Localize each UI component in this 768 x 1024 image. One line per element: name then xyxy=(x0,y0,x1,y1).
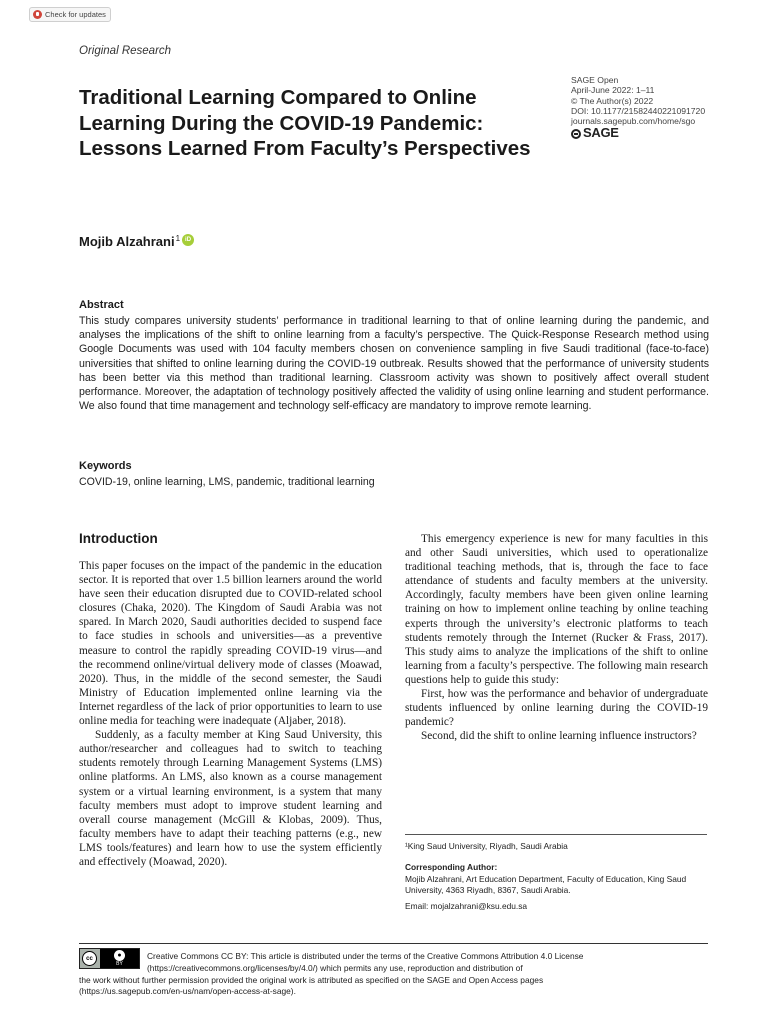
journal-name: SAGE Open xyxy=(571,75,619,85)
abstract-heading: Abstract xyxy=(79,299,124,311)
corresponding-author-email[interactable]: Email: mojalzahrani@ksu.edu.sa xyxy=(405,901,528,911)
license-line-1: Creative Commons CC BY: This article is distributed under the terms of the Creative Commons Attribution 4.0 License xyxy=(147,951,584,961)
journal-info xyxy=(571,75,705,139)
author xyxy=(79,234,194,249)
body-paragraph: This emergency experience is new for many faculties in this and other Saudi universities, which used to operationalize traditional teaching methods, that is, through the face to face attendance of students and faculty members at the university. Accordingly, faculty members have been given online learning training on how to implement online teaching by online teaching experts through the university’s electronic platforms to teach students remotely through the Internet (Rucker & Frass, 2017). This study aims to analyze the implications of the shift to online learning from a faculty’s perspective. The following main research questions help to guide this study: xyxy=(405,533,708,686)
license-text xyxy=(79,951,708,998)
keywords-heading: Keywords xyxy=(79,460,132,472)
sage-logo-icon xyxy=(571,129,581,139)
license-line-2[interactable]: (https://creativecommons.org/licenses/by/4.0/) which permits any use, reproduction and distribution of xyxy=(147,962,523,973)
check-updates-icon xyxy=(33,10,42,19)
journal-copyright: © The Author(s) 2022 xyxy=(571,95,654,106)
body-column-right xyxy=(405,532,708,743)
corresponding-author-text: Mojib Alzahrani, Art Education Department, Faculty of Education, King Saud University, 4363 Riyadh, 8367, Saudi Arabia. xyxy=(405,874,687,895)
corresponding-author-heading: Corresponding Author: xyxy=(405,862,498,872)
journal-doi[interactable]: DOI: 10.1177/21582440221091720 xyxy=(571,105,706,116)
license-line-3: the work without further permission provided the original work is attributed as specified on the SAGE and Open Access pages xyxy=(79,974,544,985)
creative-commons-icon: cc xyxy=(82,951,97,966)
keywords-text: COVID-19, online learning, LMS, pandemic, traditional learning xyxy=(79,476,375,488)
body-paragraph: Suddenly, as a faculty member at King Saud University, this author/researcher and colleagues had to switch to teaching students remotely through Learning Management Systems (LMS) online platforms. An LMS, also known as a course management system or a virtual learning environment, is a system that many faculty members must adopt to improve student learning and overall course management (McGill & Klobas, 2009). Thus, faculty members have to adapt their teaching patterns (e.g., new LMS tools/features) and learn how to use the system efficiently and effectively (Moawad, 2020). xyxy=(79,729,382,868)
check-for-updates-label: Check for updates xyxy=(45,10,106,19)
orcid-icon[interactable]: iD xyxy=(182,234,194,246)
body-paragraph: This paper focuses on the impact of the pandemic in the education sector. It is reported that over 1.5 billion learners around the world have seen their education disrupted due to COVID-related school closures (Chaka, 2020). The Kingdom of Saudi Arabia was not spared. In March 2020, Saudi authorities decided to suspend face to face studies in schools and universities—as a preventive measure to control the rapidly spreading COVID-19 virus—and the recommend online/virtual delivery mode of classes (Moawad, 2020). Thus, in the middle of the second semester, the Saudi Ministry of Education implemented online learning via the Internet regardless of the lack of prior opportunities to learn to use online media for teaching were inadequate (Aljaber, 2018). xyxy=(79,560,382,728)
introduction-heading: Introduction xyxy=(79,531,158,546)
body-paragraph: Second, did the shift to online learning influence instructors? xyxy=(421,730,697,743)
sage-logo xyxy=(571,125,705,141)
person-icon: ● xyxy=(114,950,125,961)
journal-url[interactable]: journals.sagepub.com/home/sgo xyxy=(571,116,696,127)
body-column-left xyxy=(79,559,382,869)
license-line-4[interactable]: (https://us.sagepub.com/en-us/nam/open-access-at-sage). xyxy=(79,986,296,997)
footnote-affiliation: ¹King Saud University, Riyadh, Saudi Arabia xyxy=(405,841,568,851)
author-affiliation-marker: 1 xyxy=(175,234,181,243)
license-divider xyxy=(79,943,708,944)
article-title: Traditional Learning Compared to Online Learning During the COVID-19 Pandemic: Lessons Learned From Faculty’s Perspectives xyxy=(79,86,531,160)
by-label: BY xyxy=(116,961,123,967)
author-name: Mojib Alzahrani xyxy=(79,234,175,249)
journal-issue: April-June 2022: 1–11 xyxy=(571,85,655,96)
body-paragraph: First, how was the performance and behavior of undergraduate students influenced by online learning during the COVID-19 pandemic? xyxy=(405,688,708,729)
article-type-label: Original Research xyxy=(79,45,172,57)
check-for-updates-button[interactable] xyxy=(29,7,111,22)
sage-logo-text: SAGE xyxy=(583,125,619,141)
footnote-divider xyxy=(405,834,707,835)
abstract-text: This study compares university students’ performance in traditional learning to that of online learning during the pandemic, and analyses the implications of the shift to online learning from a faculty’s perspective. The Quick-Response Research method using Google Documents was used with 104 faculty members chosen on convenience sampling in five Saudi traditional (face-to-face) universities that shifted to online learning during the COVID-19 outbreak. Results showed that the performance of university students has been better via this method than traditional learning. Classroom activity was shown to positively affect overall student performance. Moreover, the adaptation of technology positively affected the validity of using online learning and student performance. We also found that time management and technology self-efficacy are mandatory to improve remote learning. xyxy=(79,315,709,413)
